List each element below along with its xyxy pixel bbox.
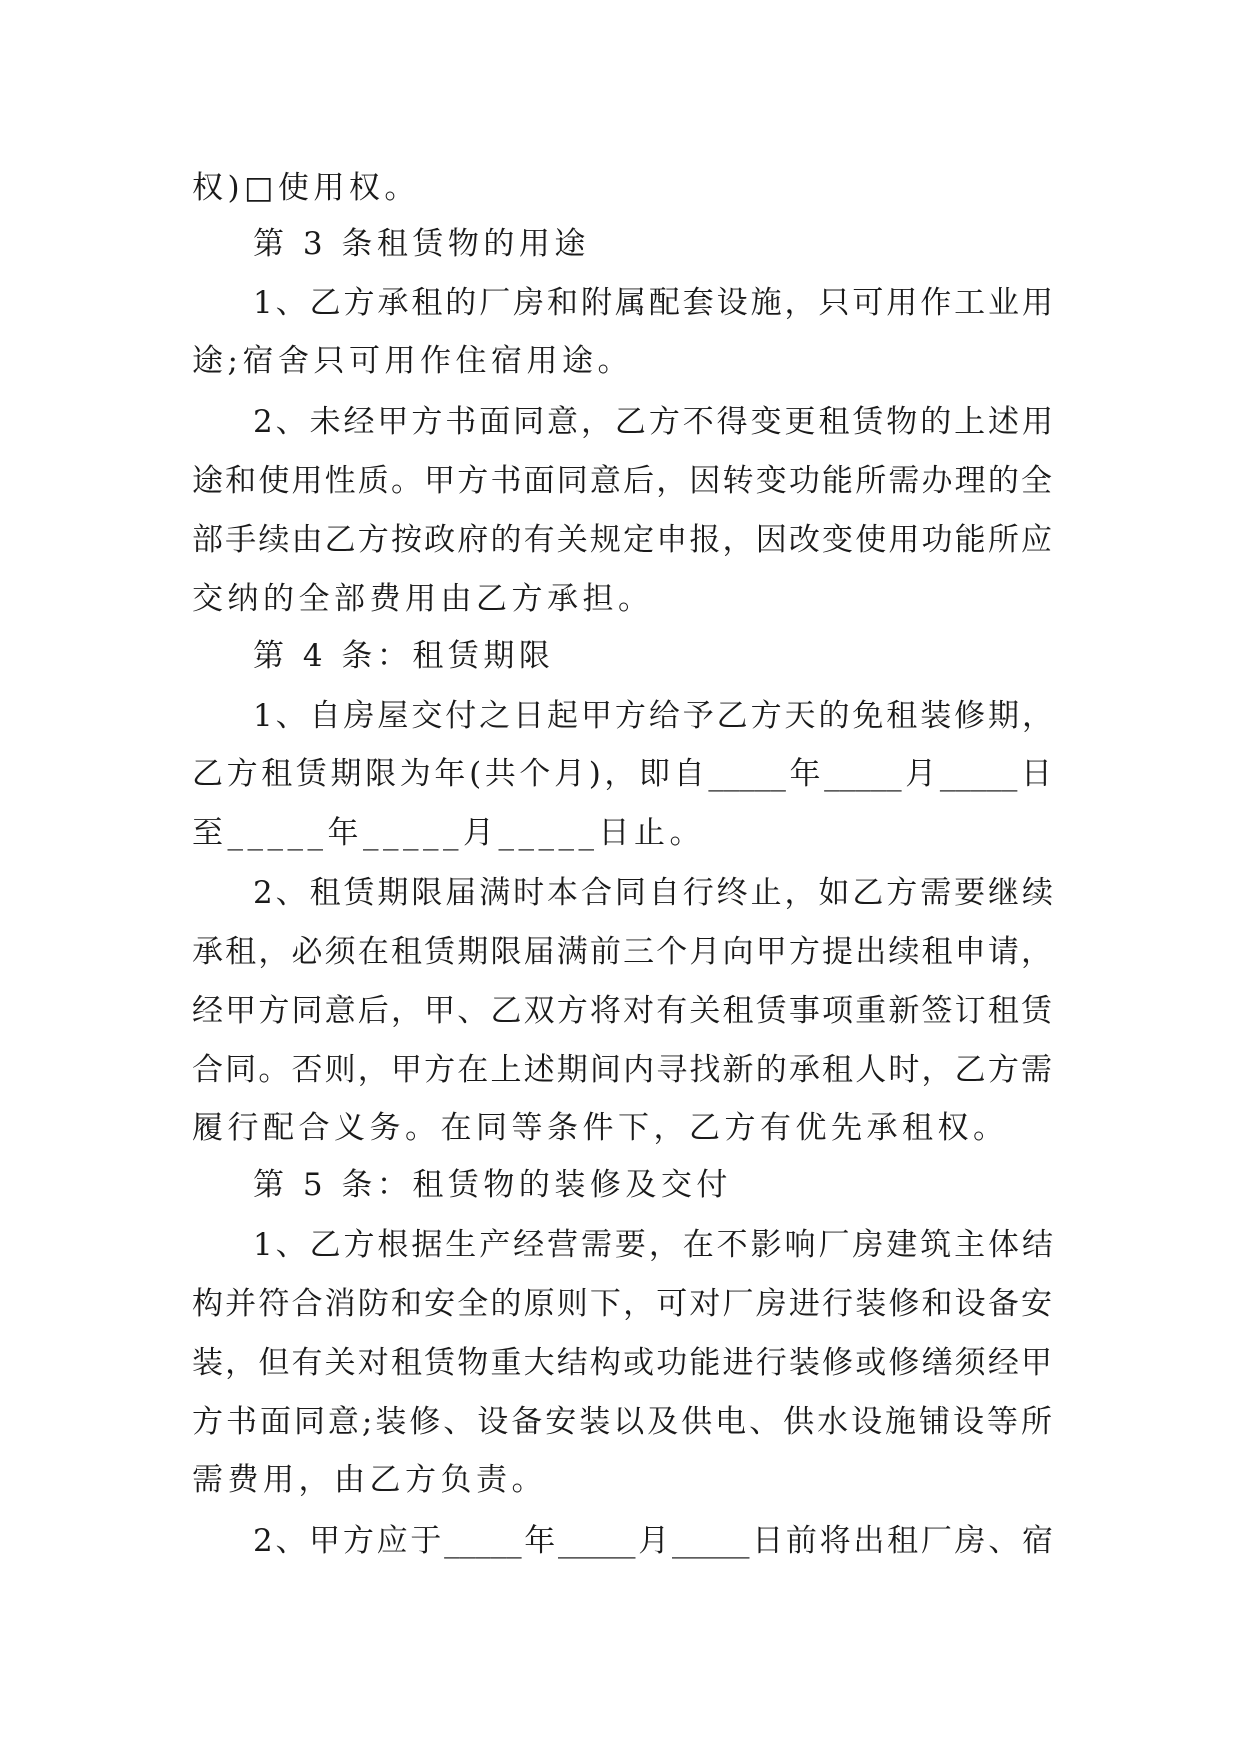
text-line: 2、甲方应于_____年_____月_____日前将出租厂房、宿 bbox=[253, 1523, 1053, 1559]
text-line: 需费用，由乙方负责。 bbox=[192, 1462, 547, 1498]
text-line: 部手续由乙方按政府的有关规定申报，因改变使用功能所应 bbox=[192, 522, 1052, 558]
section-heading: 第 4 条：租赁期限 bbox=[253, 638, 555, 674]
text-line: 2、租赁期限届满时本合同自行终止，如乙方需要继续 bbox=[253, 875, 1053, 911]
text-line: 履行配合义务。在同等条件下，乙方有优先承租权。 bbox=[192, 1110, 1009, 1146]
text-line: 乙方租赁期限为年(共个月)，即自_____年_____月_____日 bbox=[192, 756, 1052, 792]
text-line: 方书面同意;装修、设备安装以及供电、供水设施铺设等所 bbox=[192, 1404, 1052, 1440]
text-line: 至_____年_____月_____日止。 bbox=[192, 815, 705, 851]
text-line: 合同。否则，甲方在上述期间内寻找新的承租人时，乙方需 bbox=[192, 1052, 1052, 1088]
section-heading: 第 3 条租赁物的用途 bbox=[253, 226, 590, 262]
text-line: 构并符合消防和安全的原则下，可对厂房进行装修和设备安 bbox=[192, 1286, 1052, 1322]
text-line: 权)□使用权。 bbox=[192, 170, 420, 206]
text-line: 途和使用性质。甲方书面同意后，因转变功能所需办理的全 bbox=[192, 463, 1052, 499]
text-line: 1、乙方承租的厂房和附属配套设施，只可用作工业用 bbox=[253, 285, 1053, 321]
text-line: 1、自房屋交付之日起甲方给予乙方天的免租装修期， bbox=[253, 698, 1053, 734]
text-line: 承租，必须在租赁期限届满前三个月向甲方提出续租申请， bbox=[192, 934, 1052, 970]
text-line: 经甲方同意后，甲、乙双方将对有关租赁事项重新签订租赁 bbox=[192, 993, 1052, 1029]
text-line: 装，但有关对租赁物重大结构或功能进行装修或修缮须经甲 bbox=[192, 1345, 1052, 1381]
text-line: 交纳的全部费用由乙方承担。 bbox=[192, 581, 654, 617]
section-heading: 第 5 条：租赁物的装修及交付 bbox=[253, 1167, 732, 1203]
text-line: 途;宿舍只可用作住宿用途。 bbox=[192, 343, 633, 379]
text-line: 1、乙方根据生产经营需要，在不影响厂房建筑主体结 bbox=[253, 1227, 1053, 1263]
text-line: 2、未经甲方书面同意，乙方不得变更租赁物的上述用 bbox=[253, 404, 1053, 440]
